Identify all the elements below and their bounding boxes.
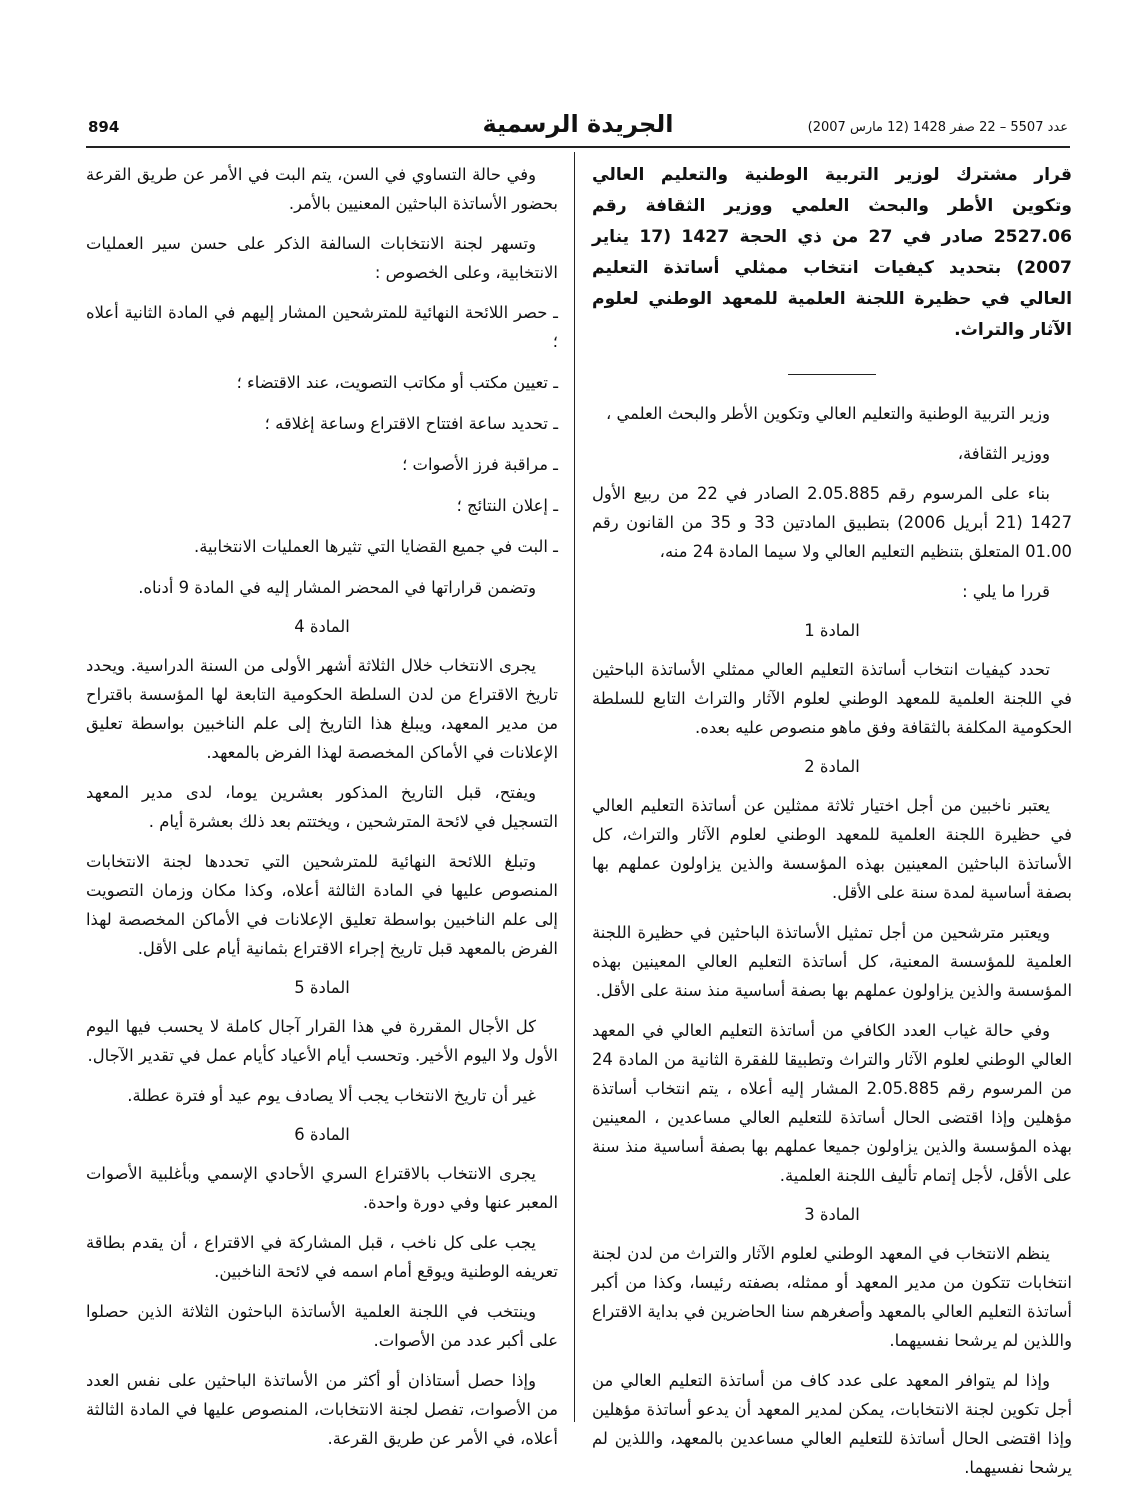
paragraph: يعتبر ناخبين من أجل اختيار ثلاثة ممثلين عن أساتذة التعليم العالي في حظيرة اللجنة العلمية للمعهد الوطني لعلوم الآثار والتراث، كل الأساتذة الباحثين المعينين بهذه المؤسسة والذين يزاولون عملهم بها بصفة أساسية لمدة سنة على الأقل. xyxy=(592,796,1072,902)
column-divider xyxy=(574,152,575,1422)
paragraph: وزير التربية الوطنية والتعليم العالي وتكوين الأطر والبحث العلمي ، xyxy=(605,404,1050,423)
paragraph: وفي حالة التساوي في السن، يتم البت في الأمر عن طريق القرعة بحضور الأساتذة الباحثين المعنيين بالأمر. xyxy=(86,165,558,213)
paragraph: يجرى الانتخاب بالاقتراع السري الأحادي الإسمي وبأغلبية الأصوات المعبر عنها وفي دورة واحدة. xyxy=(86,1164,558,1212)
article-heading: المادة 4 xyxy=(294,617,350,636)
paragraph: وتسهر لجنة الانتخابات السالفة الذكر على حسن سير العمليات الانتخابية، وعلى الخصوص : xyxy=(86,234,558,282)
title-separator xyxy=(788,374,876,375)
decree-title: قرار مشترك لوزير التربية الوطنية والتعليم العالي وتكوين الأطر والبحث العلمي ووزير الثقافة رقم 2527.06 صادر في 27 من ذي الحجة 1427 (17 يناير 2007) بتحديد كيفيات انتخاب ممثلي أساتذة التعليم العالي في حظيرة اللجنة العلمية للمعهد الوطني لعلوم الآثار والتراث. xyxy=(592,165,1072,340)
paragraph: غير أن تاريخ الانتخاب يجب ألا يصادف يوم عيد أو فترة عطلة. xyxy=(127,1086,536,1105)
page-number: 894 xyxy=(88,118,120,136)
paragraph: وتبلغ اللائحة النهائية للمترشحين التي تحددها لجنة الانتخابات المنصوص عليها في المادة الثالثة أعلاه، وكذا مكان وزمان التصويت إلى علم الناخبين بواسطة تعليق الإعلانات في الأماكن المخصصة لهذا الفرض بالمعهد قبل تاريخ إجراء الاقتراع بثمانية أيام على الأقل. xyxy=(86,852,558,958)
article-heading: المادة 3 xyxy=(804,1205,860,1224)
right-column xyxy=(592,160,1072,1493)
list-item: ـ مراقبة فرز الأصوات ؛ xyxy=(402,455,558,474)
paragraph: تحدد كيفيات انتخاب أساتذة التعليم العالي ممثلي الأساتذة الباحثين في اللجنة العلمية للمعهد الوطني لعلوم الآثار والتراث التابع للسلطة الحكومية المكلفة بالثقافة وفق ماهو منصوص عليه بعده. xyxy=(592,660,1072,737)
paragraph: يجرى الانتخاب خلال الثلاثة أشهر الأولى من السنة الدراسية. ويحدد تاريخ الاقتراع من لدن السلطة الحكومية التابعة لها المؤسسة باقتراح من مدير المعهد، ويبلغ هذا التاريخ إلى علم الناخبين بواسطة تعليق الإعلانات في الأماكن المخصصة لهذا الفرض بالمعهد. xyxy=(86,656,558,762)
paragraph: وينتخب في اللجنة العلمية الأساتذة الباحثون الثلاثة الذين حصلوا على أكبر عدد من الأصوات. xyxy=(86,1302,558,1350)
list-item: ـ حصر اللائحة النهائية للمترشحين المشار إليهم في المادة الثانية أعلاه ؛ xyxy=(86,303,558,351)
paragraph: قررا ما يلي : xyxy=(962,582,1050,601)
list-item: ـ تحديد ساعة افتتاح الاقتراع وساعة إغلاقه ؛ xyxy=(264,414,558,433)
paragraph: وفي حالة غياب العدد الكافي من أساتذة التعليم العالي في المعهد العالي الوطني لعلوم الآثار والتراث وتطبيقا للفقرة الثانية من المادة 24 من المرسوم رقم 2.05.885 المشار إليه أعلاه ، يتم انتخاب أساتذة مؤهلين وإذا اقتضى الحال أساتذة للتعليم العالي مساعدين ، المعينين بهذه المؤسسة والذين يزاولون جميعا عملهم بها بصفة أساسية منذ سنة على الأقل، لأجل إتمام تأليف اللجنة العلمية. xyxy=(592,1021,1072,1185)
article-heading: المادة 5 xyxy=(294,978,350,997)
paragraph: وتضمن قراراتها في المحضر المشار إليه في المادة 9 أدناه. xyxy=(138,578,536,597)
list-item: ـ تعيين مكتب أو مكاتب التصويت، عند الاقتضاء ؛ xyxy=(236,373,558,392)
paragraph: يجب على كل ناخب ، قبل المشاركة في الاقتراع ، أن يقدم بطاقة تعريفه الوطنية ويوقع أمام اسمه في لائحة الناخبين. xyxy=(86,1233,558,1281)
paragraph: ويفتح، قبل التاريخ المذكور بعشرين يوما، لدى مدير المعهد التسجيل في لائحة المترشحين ، ويختتم بعد ذلك بعشرة أيام . xyxy=(86,783,558,831)
article-heading: المادة 1 xyxy=(804,621,860,640)
paragraph: ينظم الانتخاب في المعهد الوطني لعلوم الآثار والتراث من لدن لجنة انتخابات تتكون من مدير المعهد أو ممثله، بصفته رئيسا، وكذا من أكبر أساتذة التعليم العالي بالمعهد وأصغرهم سنا الحاضرين في بداية الاقتراع واللذين لم يرشحا نفسيهما. xyxy=(592,1244,1072,1350)
list-item: ـ إعلان النتائج ؛ xyxy=(456,496,558,515)
running-header xyxy=(88,112,1068,144)
list-item: ـ البت في جميع القضايا التي تثيرها العمليات الانتخابية. xyxy=(194,537,558,556)
left-column xyxy=(86,160,558,1464)
paragraph: وإذا لم يتوافر المعهد على عدد كاف من أساتذة التعليم العالي من أجل تكوين لجنة الانتخابات، يمكن لمدير المعهد أن يدعو أساتذة مؤهلين وإذا اقتضى الحال أساتذة للتعليم العالي مساعدين بالمعهد، واللذين لم يرشحا نفسيهما. xyxy=(592,1371,1072,1477)
paragraph: كل الأجال المقررة في هذا القرار آجال كاملة لا يحسب فيها اليوم الأول ولا اليوم الأخير. وتحسب أيام الأعياد كأيام عمل في تقدير الآجال. xyxy=(86,1017,558,1065)
paragraph: بناء على المرسوم رقم 2.05.885 الصادر في 22 من ربيع الأول 1427 (21 أبريل 2006) بتطبيق المادتين 33 و 35 من القانون رقم 01.00 المتعلق بتنظيم التعليم العالي ولا سيما المادة 24 منه، xyxy=(592,484,1073,561)
paragraph: وإذا حصل أستاذان أو أكثر من الأساتذة الباحثين على نفس العدد من الأصوات، تفصل لجنة الانتخابات، المنصوص عليها في المادة الثالثة أعلاه، في الأمر عن طريق القرعة. xyxy=(86,1371,558,1448)
paragraph: ووزير الثقافة، xyxy=(957,444,1050,463)
article-heading: المادة 6 xyxy=(294,1125,350,1144)
issue-info: عدد 5507 – 22 صفر 1428 (12 مارس 2007) xyxy=(807,120,1068,135)
journal-title: الجريدة الرسمية xyxy=(482,110,674,138)
header-divider xyxy=(86,146,1070,148)
article-heading: المادة 2 xyxy=(804,757,860,776)
paragraph: ويعتبر مترشحين من أجل تمثيل الأساتذة الباحثين في حظيرة اللجنة العلمية للمؤسسة المعنية، كل أساتذة التعليم العالي المعينين بهذه المؤسسة والذين يزاولون عملهم بها بصفة أساسية منذ سنة على الأقل. xyxy=(592,923,1072,1000)
